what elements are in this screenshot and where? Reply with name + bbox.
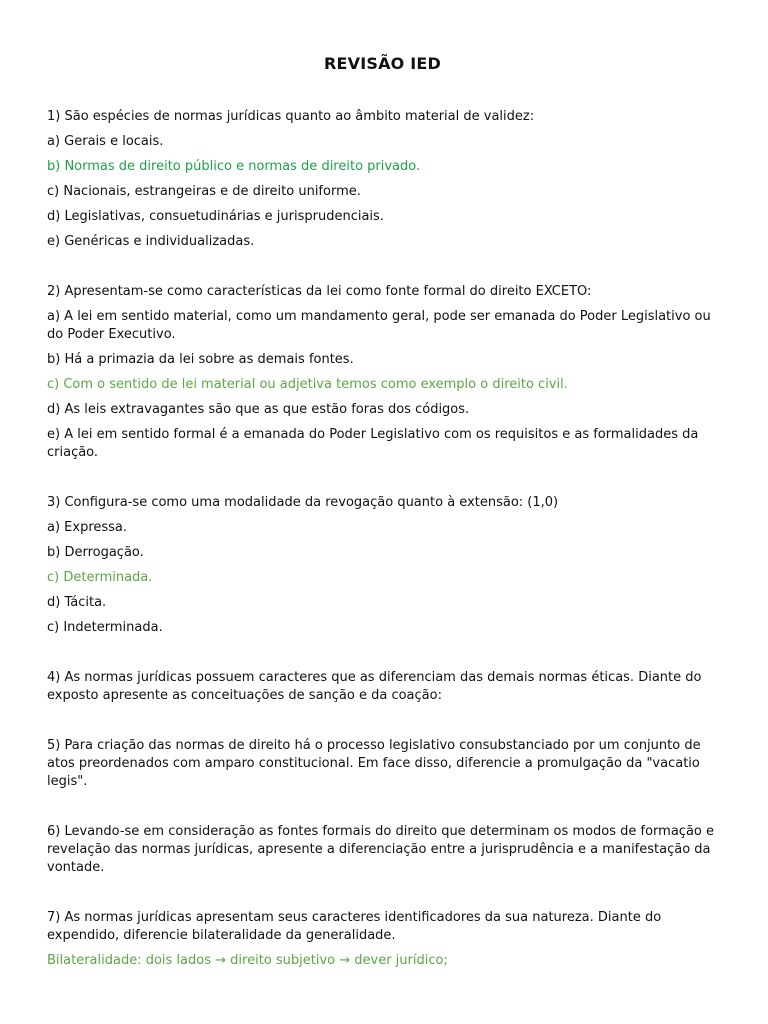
question-2-option-d: d) As leis extravagantes são que as que estão foras dos códigos. <box>47 402 470 417</box>
question-2 <box>47 283 718 462</box>
question-5-text: 5) Para criação das normas de direito há o processo legislativo consubstanciado por um conjunto de atos preordenados com amparo constitucional. Em face disso, diferencie a promulgação da "vacatio legis". <box>47 738 701 789</box>
question-7-text: 7) As normas jurídicas apresentam seus caracteres identificadores da sua natureza. Diante do expendido, diferencie bilateralidade da generalidade. <box>47 910 662 943</box>
question-3-option-b: b) Derrogação. <box>47 545 144 560</box>
question-4 <box>47 669 718 705</box>
question-3 <box>47 494 718 637</box>
question-6-text: 6) Levando-se em consideração as fontes formais do direito que determinam os modos de formação e revelação das normas jurídicas, apresente a diferenciação entre a jurisprudência e a manifestação da vontade. <box>47 824 714 875</box>
question-7-answer: Bilateralidade: dois lados → direito subjetivo → dever jurídico; <box>47 953 448 968</box>
question-2-text: 2) Apresentam-se como características da lei como fonte formal do direito EXCETO: <box>47 284 592 299</box>
question-3-option-e: c) Indeterminada. <box>47 620 163 635</box>
question-3-text: 3) Configura-se como uma modalidade da revogação quanto à extensão: (1,0) <box>47 495 559 510</box>
question-7 <box>47 909 718 970</box>
question-1-text: 1) São espécies de normas jurídicas quanto ao âmbito material de validez: <box>47 109 535 124</box>
question-1 <box>47 108 718 251</box>
question-2-option-e: e) A lei em sentido formal é a emanada do Poder Legislativo com os requisitos e as formalidades da criação. <box>47 427 699 460</box>
question-2-option-a: a) A lei em sentido material, como um mandamento geral, pode ser emanada do Poder Legislativo ou do Poder Executivo. <box>47 309 711 342</box>
question-3-option-d: d) Tácita. <box>47 595 107 610</box>
question-4-text: 4) As normas jurídicas possuem caracteres que as diferenciam das demais normas éticas. Diante do exposto apresente as conceituações de sanção e da coação: <box>47 670 702 703</box>
question-1-option-e: e) Genéricas e individualizadas. <box>47 234 255 249</box>
question-3-option-a: a) Expressa. <box>47 520 128 535</box>
question-5 <box>47 737 718 791</box>
question-3-option-c-correct: c) Determinada. <box>47 570 153 585</box>
question-2-option-b: b) Há a primazia da lei sobre as demais fontes. <box>47 352 354 367</box>
question-1-option-b-correct: b) Normas de direito público e normas de direito privado. <box>47 159 421 174</box>
question-2-option-c-correct: c) Com o sentido de lei material ou adjetiva temos como exemplo o direito civil. <box>47 377 568 392</box>
question-1-option-d: d) Legislativas, consuetudinárias e jurisprudenciais. <box>47 209 384 224</box>
question-1-option-a: a) Gerais e locais. <box>47 134 164 149</box>
page-title: REVISÃO IED <box>323 54 442 73</box>
question-6 <box>47 823 718 877</box>
question-1-option-c: c) Nacionais, estrangeiras e de direito uniforme. <box>47 184 361 199</box>
